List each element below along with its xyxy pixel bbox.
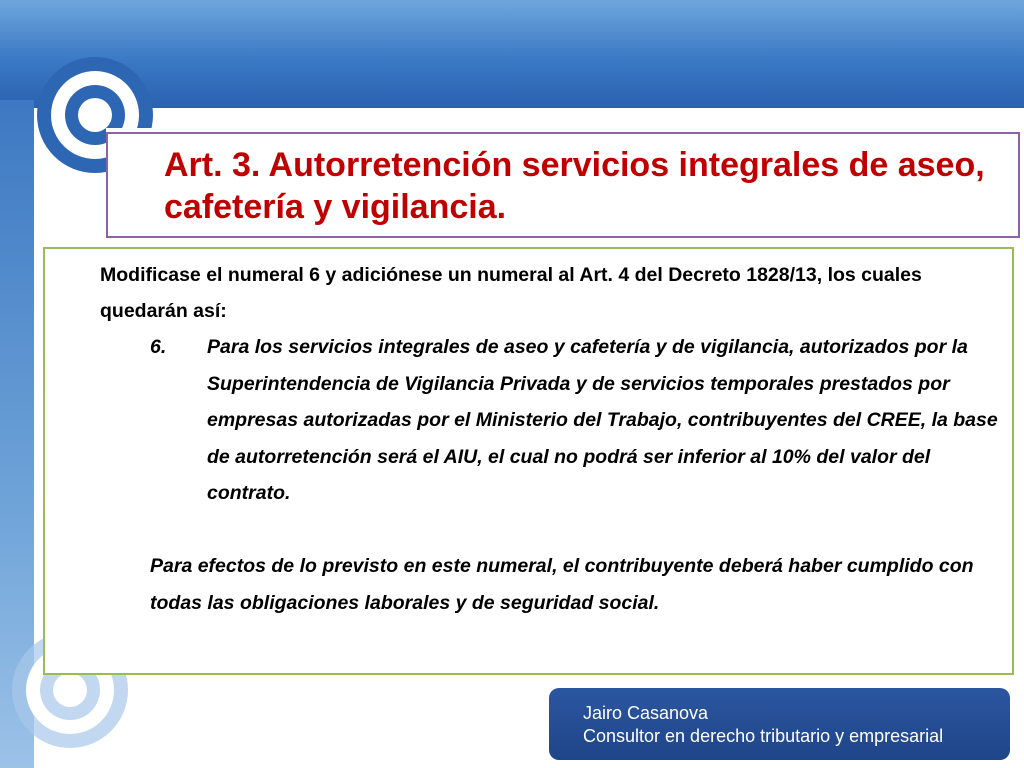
list-item-text: Para los servicios integrales de aseo y cafetería y de vigilancia, autorizados por la Superintendencia de Vigilancia Privada y de servicios temporales prestados por empresas autorizadas por el Ministerio del Trabajo, contribuyentes del CREE, la base de autorretención será el AIU, el cual no podrá ser inferior al 10% del valor del contrato.	[207, 336, 998, 504]
author-badge	[549, 688, 1010, 760]
list-item-number: 6.	[150, 336, 167, 358]
author-role: Consultor en derecho tributario y empresarial	[583, 726, 944, 746]
title-box	[106, 132, 1020, 238]
list-item	[150, 329, 1010, 512]
closing-paragraph: Para efectos de lo previsto en este numeral, el contribuyente deberá haber cumplido con todas las obligaciones laborales y de seguridad social.	[150, 555, 974, 614]
page-title: Art. 3. Autorretención servicios integrales de aseo, cafetería y vigilancia.	[164, 146, 985, 226]
author-name: Jairo Casanova	[583, 703, 709, 723]
content-box	[43, 247, 1014, 675]
intro-text: Modificase el numeral 6 y adiciónese un numeral al Art. 4 del Decreto 1828/13, los cuales quedarán así:	[100, 264, 922, 322]
